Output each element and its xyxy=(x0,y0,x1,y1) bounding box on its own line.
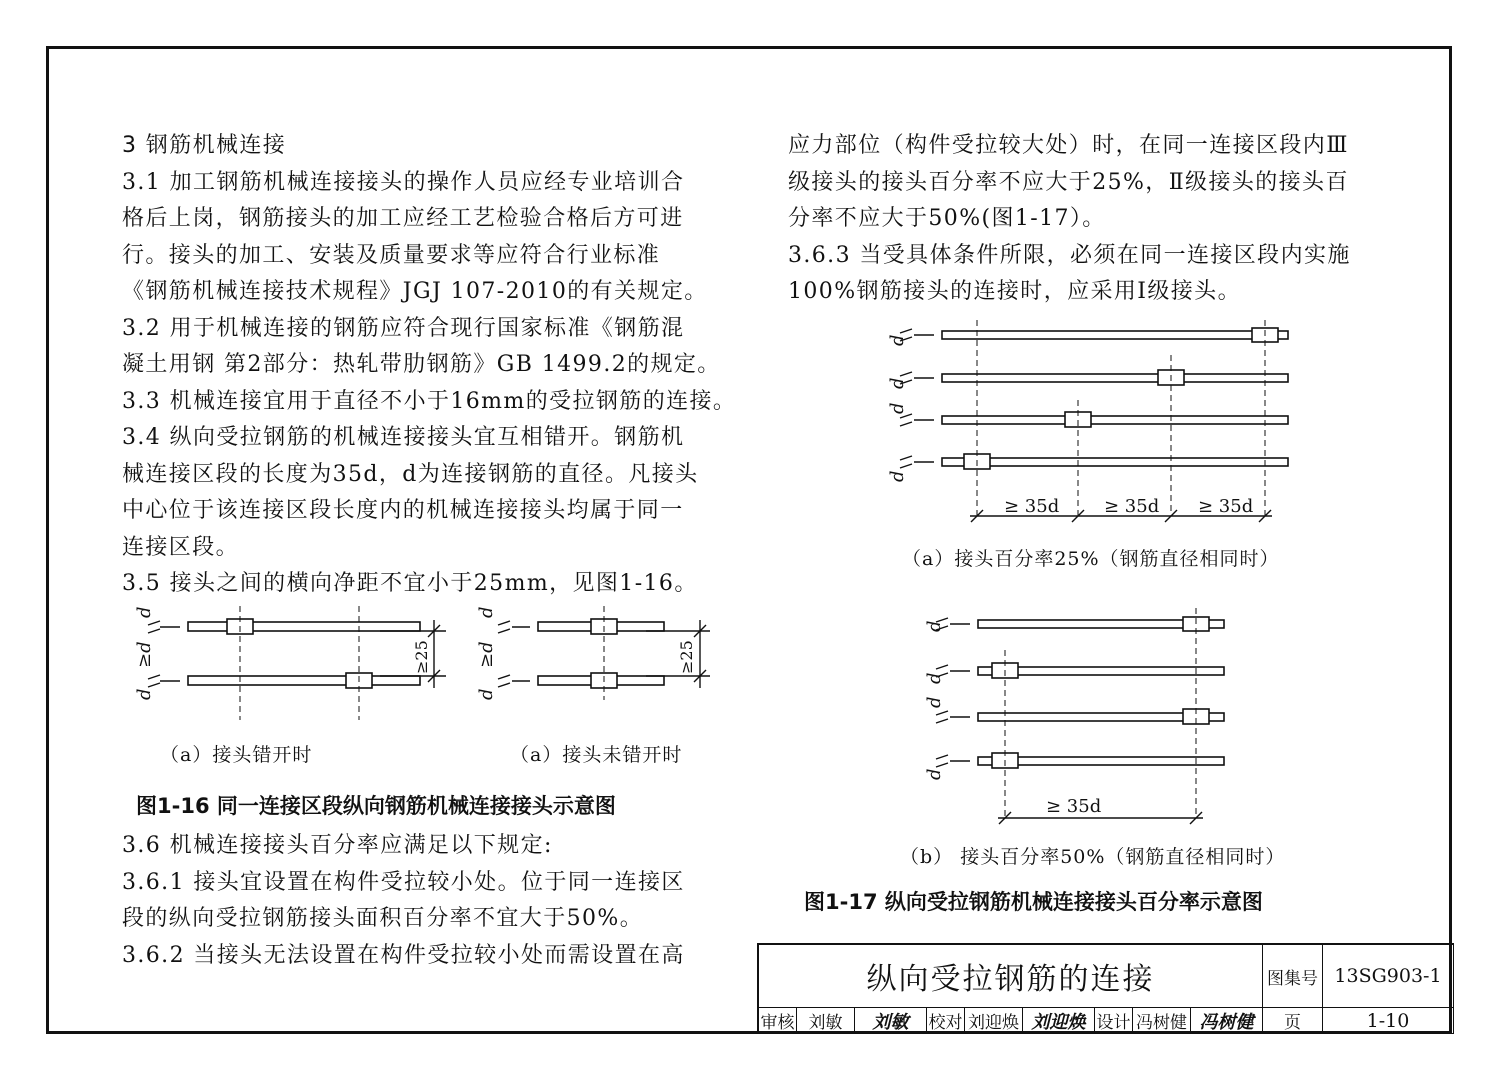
page-label: 页 xyxy=(1263,1008,1323,1034)
checker-name: 刘迎焕 xyxy=(965,1008,1023,1034)
reviewer-name: 刘敏 xyxy=(797,1008,855,1034)
design-label: 设计 xyxy=(1095,1008,1133,1034)
text-line: 分率不应大于50%(图1-17）。 xyxy=(788,206,1106,231)
label-ge-25: ≥25 xyxy=(412,640,431,674)
label-d: d xyxy=(887,377,908,389)
fig17-caption-b: （b） 接头百分率50%（钢筋直径相同时） xyxy=(900,846,1286,868)
dim-label: ≥ 35d xyxy=(1104,496,1160,517)
dim-label: ≥ 35d xyxy=(1046,796,1102,817)
title-block xyxy=(757,943,1454,1034)
label-d: d xyxy=(476,688,497,700)
text-line: 应力部位（构件受拉较大处）时，在同一连接区段内Ⅲ xyxy=(788,133,1349,158)
text-line: 格后上岗，钢筋接头的加工应经工艺检验合格后方可进 xyxy=(122,206,684,231)
fig16-caption-left: （a）接头错开时 xyxy=(160,744,313,766)
label-d: d xyxy=(887,470,908,482)
text-line: 中心位于该连接区段长度内的机械连接接头均属于同一 xyxy=(122,498,684,523)
label-ge-25: ≥25 xyxy=(677,640,696,674)
text-line: 行。接头的加工、安装及质量要求等应符合行业标准 xyxy=(122,242,661,268)
text-line: 械连接区段的长度为35d，d为连接钢筋的直径。凡接头 xyxy=(122,461,699,487)
section-title: 3 钢筋机械连接 xyxy=(122,133,287,158)
fig17-caption-a: （a）接头百分率25%（钢筋直径相同时） xyxy=(902,548,1280,570)
text-line: 100%钢筋接头的连接时，应采用Ⅰ级接头。 xyxy=(788,279,1241,304)
dim-label: ≥ 35d xyxy=(1198,496,1254,517)
fig17-title: 图1-17 纵向受拉钢筋机械连接接头百分率示意图 xyxy=(804,890,1263,914)
text-line: 3.6 机械连接接头百分率应满足以下规定: xyxy=(122,833,553,858)
fig16-caption-right: （a）接头未错开时 xyxy=(510,744,683,766)
text-line: 3.2 用于机械连接的钢筋应符合现行国家标准《钢筋混 xyxy=(122,315,685,341)
text-line: 连接区段。 xyxy=(122,534,240,560)
label-d: d xyxy=(476,606,497,618)
label-d: d xyxy=(887,334,908,346)
text-line: 3.4 纵向受拉钢筋的机械连接接头宜互相错开。钢筋机 xyxy=(122,425,685,450)
text-line: 3.1 加工钢筋机械连接接头的操作人员应经专业培训合 xyxy=(122,169,685,195)
designer-name: 冯树健 xyxy=(1133,1008,1191,1034)
label-ge-d: ≥d xyxy=(476,641,497,668)
text-line: 段的纵向受拉钢筋接头面积百分率不宜大于50%。 xyxy=(122,906,644,931)
checker-signature: 刘迎焕 xyxy=(1023,1008,1095,1034)
dim-label: ≥ 35d xyxy=(1004,496,1060,517)
designer-signature: 冯树健 xyxy=(1191,1008,1263,1034)
check-label: 校对 xyxy=(927,1008,965,1034)
text-line: 3.3 机械连接宜用于直径不小于16mm的受拉钢筋的连接。 xyxy=(122,388,737,414)
label-d: d xyxy=(924,696,945,708)
label-d: d xyxy=(924,672,945,684)
text-line: 3.6.3 当受具体条件所限，必须在同一连接区段内实施 xyxy=(788,242,1351,268)
atlas-number: 13SG903-1 xyxy=(1323,945,1454,1008)
reviewer-signature: 刘敏 xyxy=(855,1008,927,1034)
label-d: d xyxy=(924,620,945,632)
label-d: d xyxy=(134,606,155,618)
drawing-name: 纵向受拉钢筋的连接 xyxy=(759,945,1263,1008)
label-d: d xyxy=(134,688,155,700)
text-line: 3.6.2 当接头无法设置在构件受拉较小处而需设置在高 xyxy=(122,942,685,968)
review-label: 审核 xyxy=(759,1008,797,1034)
text-line: 级接头的接头百分率不应大于25%，Ⅱ级接头的接头百 xyxy=(788,169,1349,195)
label-d: d xyxy=(924,768,945,780)
text-line: 3.6.1 接头宜设置在构件受拉较小处。位于同一连接区 xyxy=(122,869,685,895)
text-line: 凝土用钢 第2部分：热轧带肋钢筋》GB 1499.2的规定。 xyxy=(122,352,721,377)
label-d: d xyxy=(887,402,908,414)
text-line: 《钢筋机械连接技术规程》JGJ 107-2010的有关规定。 xyxy=(122,279,708,304)
atlas-label: 图集号 xyxy=(1263,945,1323,1008)
label-ge-d: ≥d xyxy=(134,641,155,668)
page-number: 1-10 xyxy=(1323,1008,1454,1034)
text-line: 3.5 接头之间的横向净距不宜小于25mm，见图1-16。 xyxy=(122,571,698,596)
fig16-title: 图1-16 同一连接区段纵向钢筋机械连接接头示意图 xyxy=(136,794,616,818)
